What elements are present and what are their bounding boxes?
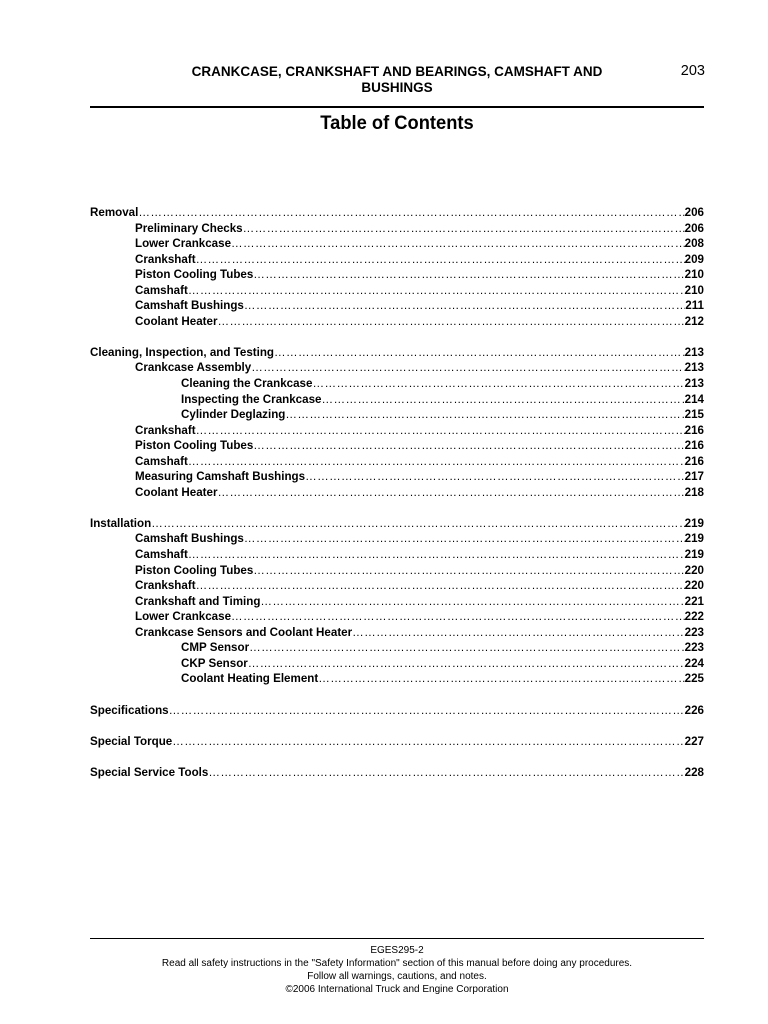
toc-entry-page: 213 [684, 361, 704, 375]
toc-dot-leader [196, 423, 685, 439]
toc-dot-leader [260, 594, 684, 610]
toc-dot-leader [151, 516, 684, 532]
toc-entry-page: 224 [684, 656, 704, 670]
toc-entry[interactable] [90, 423, 704, 439]
toc-dot-leader [196, 252, 685, 268]
toc-entry-label: Camshaft Bushings [135, 299, 244, 313]
toc-entry-page: 223 [684, 625, 704, 639]
toc-entry-page: 226 [684, 703, 704, 717]
toc-entry[interactable] [90, 625, 704, 641]
toc-entry-label: Crankcase Sensors and Coolant Heater [135, 625, 353, 639]
toc-entry[interactable] [90, 314, 704, 330]
toc-entry[interactable] [90, 345, 704, 361]
toc-entry[interactable] [90, 267, 704, 283]
toc-entry-label: Crankshaft [135, 252, 196, 266]
toc-dot-leader [244, 298, 685, 314]
toc-entry[interactable] [90, 469, 704, 485]
toc-entry[interactable] [90, 609, 704, 625]
toc-entry[interactable] [90, 438, 704, 454]
toc-dot-leader [138, 205, 684, 221]
toc-dot-leader [231, 236, 685, 252]
toc-entry[interactable] [90, 407, 704, 423]
toc-dot-leader [188, 283, 685, 299]
footer-copyright: ©2006 International Truck and Engine Corporation [285, 984, 509, 995]
toc-entry-page: 227 [684, 734, 704, 748]
toc-entry-label: Camshaft [135, 548, 188, 562]
toc-entry-page: 213 [684, 377, 704, 391]
footer-doc-code: EGES295-2 [370, 945, 424, 956]
toc-entry-label: Lower Crankcase [135, 237, 232, 251]
toc-entry-page: 223 [684, 641, 704, 655]
toc-entry[interactable] [90, 376, 704, 392]
header-title [150, 64, 644, 96]
toc-entry-label: Crankcase Assembly [135, 361, 252, 375]
toc-entry-label: Special Torque [90, 734, 173, 748]
toc-entry[interactable] [90, 656, 704, 672]
toc-dot-leader [188, 454, 685, 470]
toc-entry[interactable] [90, 392, 704, 408]
toc-entry-page: 221 [684, 594, 704, 608]
footer-warnings-line: Follow all warnings, cautions, and notes. [307, 971, 487, 982]
toc-entry-label: Preliminary Checks [135, 221, 243, 235]
page-number: 203 [680, 63, 705, 79]
toc-entry-label: Coolant Heating Element [181, 672, 319, 686]
toc-dot-leader [243, 221, 685, 237]
toc-dot-leader [244, 531, 685, 547]
toc-entry[interactable] [90, 671, 704, 687]
footer-rule [90, 938, 704, 939]
toc-entry-label: Piston Cooling Tubes [135, 439, 254, 453]
toc-entry-label: Camshaft Bushings [135, 532, 244, 546]
toc-entry-page: 220 [684, 563, 704, 577]
toc-entry-page: 218 [684, 485, 704, 499]
toc-dot-leader [249, 640, 685, 656]
toc-entry-page: 220 [684, 579, 704, 593]
toc-dot-leader [169, 703, 685, 719]
toc-entry-page: 222 [684, 610, 704, 624]
toc-entry[interactable] [90, 703, 704, 719]
toc-entry[interactable] [90, 298, 704, 314]
toc-entry-label: Crankshaft and Timing [135, 594, 261, 608]
toc-entry-label: Cylinder Deglazing [181, 408, 286, 422]
toc-entry-label: Installation [90, 516, 152, 530]
toc-entry-page: 210 [684, 283, 704, 297]
footer-safety-line: Read all safety instructions in the "Safety Information" section of this manual before doing any procedures. [161, 958, 633, 969]
toc-entry-label: Lower Crankcase [135, 610, 232, 624]
toc-entry-page: 219 [684, 548, 704, 562]
toc-entry[interactable] [90, 547, 704, 563]
toc-entry-page: 211 [685, 299, 704, 313]
toc-dot-leader [285, 407, 684, 423]
toc-entry-label: Piston Cooling Tubes [135, 563, 254, 577]
toc-entry-label: Piston Cooling Tubes [135, 268, 254, 282]
toc-entry-label: Camshaft [135, 454, 188, 468]
toc-entry-page: 209 [684, 252, 704, 266]
toc-entry-label: CMP Sensor [181, 641, 250, 655]
header-title-line2: BUSHINGS [361, 80, 433, 95]
toc-entry-label: Specifications [90, 703, 169, 717]
toc-entry-label: Cleaning the Crankcase [181, 377, 313, 391]
toc-dot-leader [188, 547, 685, 563]
toc-entry-page: 213 [684, 345, 704, 359]
toc-entry[interactable] [90, 485, 704, 501]
toc-dot-leader [253, 563, 684, 579]
toc-entry[interactable] [90, 221, 704, 237]
toc-dot-leader [251, 360, 684, 376]
toc-dot-leader [208, 765, 684, 781]
toc-entry-page: 216 [684, 423, 704, 437]
toc-entry-page: 216 [684, 454, 704, 468]
toc-dot-leader [231, 609, 685, 625]
toc-entry-page: 217 [684, 470, 704, 484]
toc-entry-page: 216 [684, 439, 704, 453]
toc-entry[interactable] [90, 454, 704, 470]
toc-entry[interactable] [90, 205, 704, 221]
toc-entry-page: 206 [684, 221, 704, 235]
toc-dot-leader [196, 578, 685, 594]
toc-entry[interactable] [90, 283, 704, 299]
toc-entry-label: Special Service Tools [90, 765, 209, 779]
toc-dot-leader [318, 671, 684, 687]
toc-entry-page: 219 [684, 516, 704, 530]
toc-entry[interactable] [90, 516, 704, 532]
toc-dot-leader [217, 314, 684, 330]
toc-entry[interactable] [90, 360, 704, 376]
toc-entry[interactable] [90, 640, 704, 656]
toc-entry[interactable] [90, 765, 704, 781]
toc-dot-leader [172, 734, 684, 750]
toc-dot-leader [253, 438, 684, 454]
toc-entry-page: 210 [684, 268, 704, 282]
toc-entry[interactable] [90, 578, 704, 594]
toc-entry[interactable] [90, 734, 704, 750]
toc-entry[interactable] [90, 563, 704, 579]
toc-entry-page: 225 [684, 672, 704, 686]
toc-dot-leader [305, 469, 685, 485]
toc-entry[interactable] [90, 236, 704, 252]
toc-entry-label: Crankshaft [135, 423, 196, 437]
toc-list [90, 205, 704, 780]
toc-entry[interactable] [90, 531, 704, 547]
toc-entry-label: Coolant Heater [135, 485, 218, 499]
toc-entry-label: Crankshaft [135, 579, 196, 593]
toc-dot-leader [352, 625, 685, 641]
toc-entry-label: Removal [90, 206, 139, 219]
toc-entry-page: 212 [684, 314, 704, 328]
toc-entry-page: 215 [684, 408, 704, 422]
toc-entry-page: 228 [684, 765, 704, 779]
toc-entry-label: Cleaning, Inspection, and Testing [90, 345, 275, 359]
toc-dot-leader [321, 392, 684, 408]
toc-entry-label: CKP Sensor [181, 656, 248, 670]
toc-entry-page: 214 [684, 392, 704, 406]
toc-entry-page: 208 [684, 237, 704, 251]
toc-dot-leader [253, 267, 684, 283]
toc-title: Table of Contents [320, 112, 474, 134]
toc-entry-label: Inspecting the Crankcase [181, 392, 322, 406]
toc-dot-leader [312, 376, 684, 392]
toc-entry-page: 219 [684, 532, 704, 546]
toc-dot-leader [274, 345, 685, 361]
header-rule [90, 106, 704, 108]
toc-dot-leader [217, 485, 684, 501]
header-title-line1: CRANKCASE, CRANKSHAFT AND BEARINGS, CAMSHAFT AND [191, 64, 603, 79]
toc-entry[interactable] [90, 252, 704, 268]
footer [90, 944, 704, 996]
toc-entry-label: Camshaft [135, 283, 188, 297]
toc-entry-label: Coolant Heater [135, 314, 218, 328]
toc-entry[interactable] [90, 594, 704, 610]
toc-entry-page: 206 [684, 206, 704, 219]
toc-entry-label: Measuring Camshaft Bushings [135, 470, 306, 484]
toc-dot-leader [248, 656, 685, 672]
